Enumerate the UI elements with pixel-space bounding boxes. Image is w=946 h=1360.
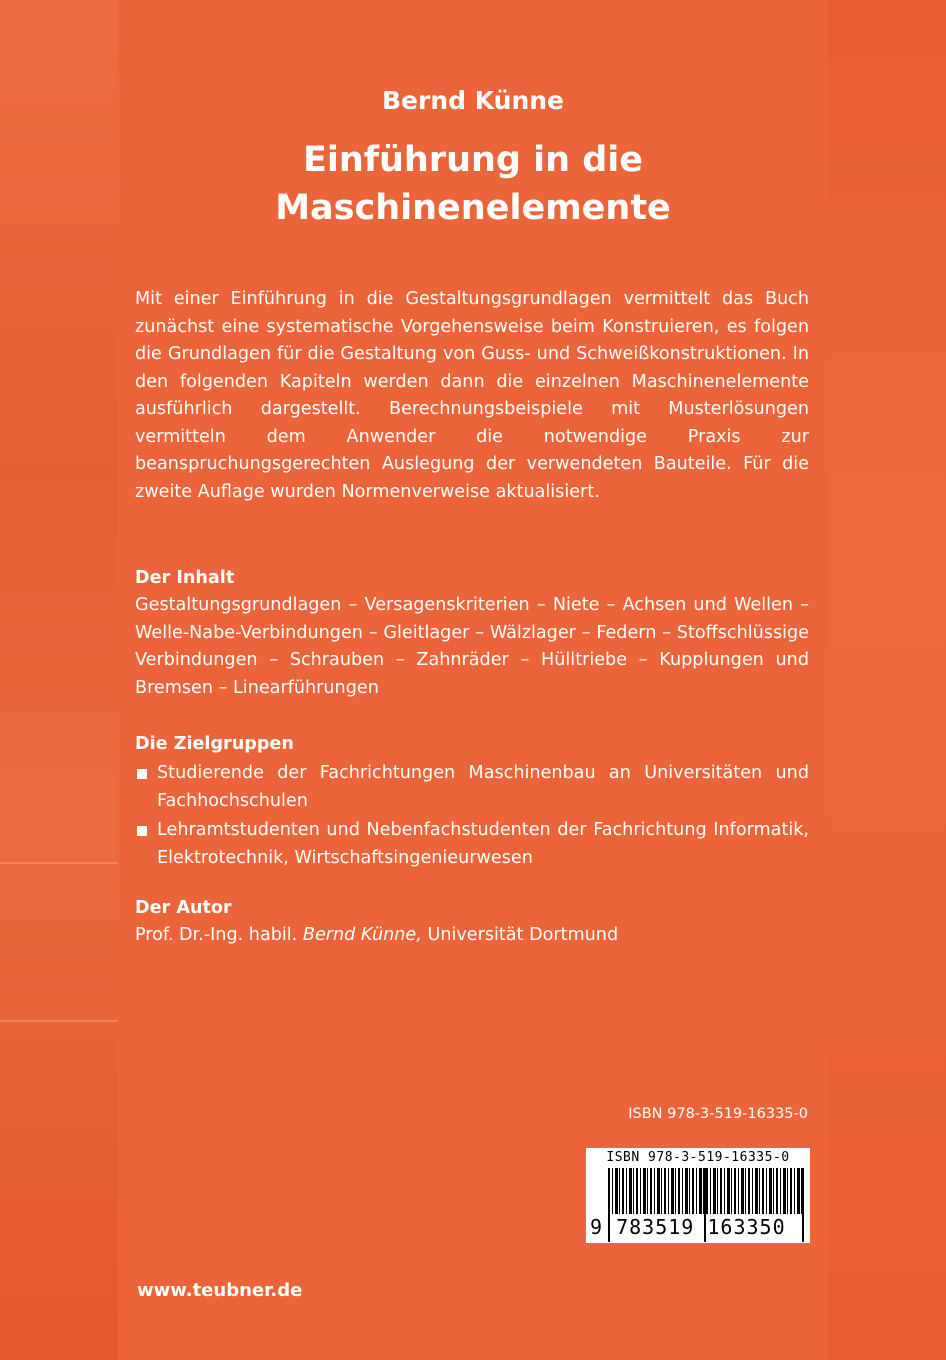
author-info: [135, 922, 809, 950]
list-item: [135, 760, 809, 815]
barcode-isbn-text: ISBN 978-3-519-16335-0: [606, 1150, 790, 1165]
square-bullet-icon: [137, 826, 147, 836]
title-line-1: Einführung in die: [302, 140, 644, 180]
contents-text: Gestaltungsgrundlagen – Versagenskriterien – Niete – Achsen und Wellen – Welle-Nabe-Verbindungen – Gleitlager – Wälzlager – Federn – Stoffschlüssige Verbindungen – Schrauben – Zahnräder – Hülltriebe – Kupplungen und Bremsen – Linearführungen: [135, 595, 809, 698]
list-item-text: Lehramtstudenten und Nebenfachstudenten der Fachrichtung Informatik, Elektrotechnik, Wirtschaftsingenieurwesen: [157, 820, 809, 868]
author-info-name: Bernd Künne,: [302, 925, 422, 945]
author-heading: Der Autor: [135, 898, 232, 918]
square-bullet-icon: [137, 769, 147, 779]
contents-heading: Der Inhalt: [135, 568, 235, 588]
author-title: Prof. Dr.-Ing. habil.: [135, 925, 298, 945]
barcode: [586, 1148, 810, 1243]
title-line-2: Maschinenelemente: [275, 188, 671, 228]
publisher-website: www.teubner.de: [137, 1280, 303, 1301]
barcode-digits: 9 783519 163350: [590, 1215, 786, 1239]
book-title: [0, 136, 946, 232]
list-item: [135, 817, 809, 872]
background-streak: [0, 1020, 118, 1022]
target-groups-list: [135, 760, 809, 874]
author-name: Bernd Künne: [381, 86, 565, 115]
list-item-text: Studierende der Fachrichtungen Maschinenbau an Universitäten und Fachhochschulen: [157, 763, 809, 811]
isbn-label: ISBN 978-3-519-16335-0: [628, 1106, 808, 1122]
target-groups-heading: Die Zielgruppen: [135, 734, 294, 754]
book-description: Mit einer Einführung in die Gestaltungsgrundlagen vermittelt das Buch zunächst eine systematische Vorgehensweise beim Konstruieren, es folgen die Grundlagen für die Gestaltung von Guss- und Schweißkonstruktionen. In den folgenden Kapiteln werden dann die einzelnen Maschinenelemente ausführlich dargestellt. Berechnungsbeispiele mit Musterlösungen vermitteln dem Anwender die notwendige Praxis zur beanspruchungsgerechten Auslegung der verwendeten Bauteile. Für die zweite Auflage wurden Normenverweise aktualisiert.: [135, 289, 809, 502]
background-streak: [0, 862, 118, 864]
author-affiliation: Universität Dortmund: [427, 925, 619, 945]
